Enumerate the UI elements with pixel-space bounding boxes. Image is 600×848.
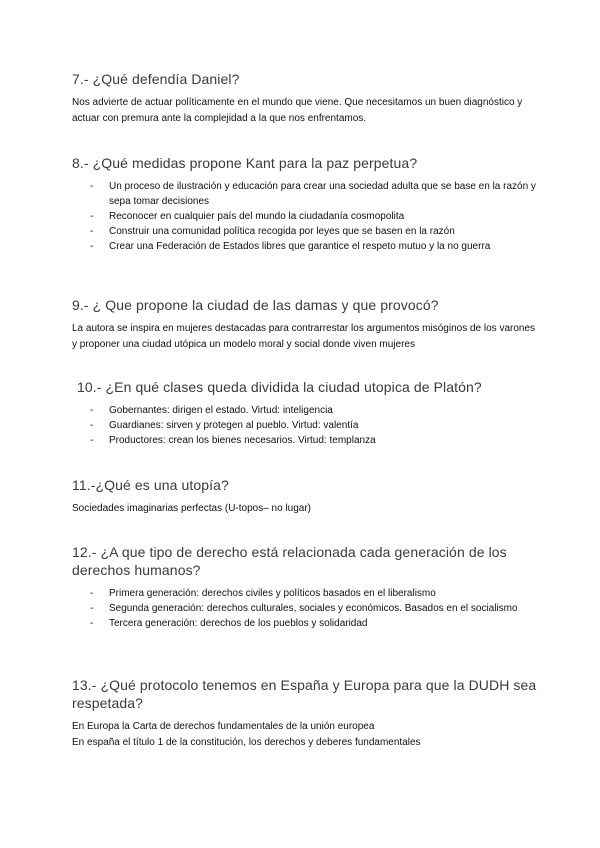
list-item: - Un proceso de ilustración y educación para crear una sociedad adulta que se base en la razón y sepa tomar decisiones <box>90 181 536 207</box>
question-7 <box>72 70 542 127</box>
question-title: 8.- ¿Qué medidas propone Kant para la paz perpetua? <box>72 155 418 171</box>
answer-paragraph: La autora se inspira en mujeres destacadas para contrarrestar los argumentos misóginos de los varones y proponer una ciudad utópica un modelo moral y social donde viven mujeres <box>72 323 536 350</box>
answer-paragraph: Sociedades imaginarias perfectas (U-topos– no lugar) <box>72 503 312 514</box>
question-title: 11.-¿Qué es una utopía? <box>72 477 229 493</box>
question-12 <box>72 543 542 631</box>
list-item: - Reconocer en cualquier país del mundo la ciudadanía cosmopolita <box>90 211 405 222</box>
answer-list <box>72 179 542 254</box>
question-title: 10.- ¿En qué clases queda dividida la ciudad utopica de Platón? <box>77 379 482 395</box>
answer-paragraph: En españa el título 1 de la constitución, los derechos y deberes fundamentales <box>72 737 421 748</box>
list-item: - Guardianes: sirven y protegen al pueblo. Virtud: valentía <box>90 420 359 431</box>
question-13 <box>72 676 542 751</box>
list-item: - Primera generación: derechos civiles y políticos basados en el liberalismo <box>90 588 436 599</box>
list-item: - Productores: crean los bienes necesarios. Virtud: templanza <box>90 435 376 446</box>
list-item: - Gobernantes: dirigen el estado. Virtud: inteligencia <box>90 405 333 416</box>
question-title: 13.- ¿Qué protocolo tenemos en España y Europa para que la DUDH sea respetada? <box>72 677 537 711</box>
list-item: - Segunda generación: derechos culturales, sociales y económicos. Basados en el socialismo <box>90 603 518 614</box>
question-title: 9.- ¿ Que propone la ciudad de las damas y que provocó? <box>72 297 439 313</box>
list-item: - Crear una Federación de Estados libres que garantice el respeto mutuo y la no guerra <box>90 241 491 252</box>
answer-paragraph: En Europa la Carta de derechos fundamentales de la unión europea <box>72 721 375 732</box>
list-item: - Tercera generación: derechos de los pueblos y solidaridad <box>90 618 368 629</box>
answer-list <box>72 586 542 631</box>
question-10 <box>72 378 542 448</box>
question-11 <box>72 476 542 517</box>
list-item: - Construir una comunidad política recogida por leyes que se basen en la razón <box>90 226 455 237</box>
question-title: 12.- ¿A que tipo de derecho está relacionada cada generación de los derechos humanos? <box>72 544 507 578</box>
answer-list <box>72 403 542 448</box>
answer-paragraph: Nos advierte de actuar políticamente en el mundo que viene. Que necesitamos un buen diagnóstico y actuar con premura ante la complejidad a la que nos enfrentamos. <box>72 97 523 124</box>
question-9 <box>72 296 542 353</box>
question-title: 7.- ¿Qué defendía Daniel? <box>72 71 240 87</box>
question-8 <box>72 154 542 254</box>
